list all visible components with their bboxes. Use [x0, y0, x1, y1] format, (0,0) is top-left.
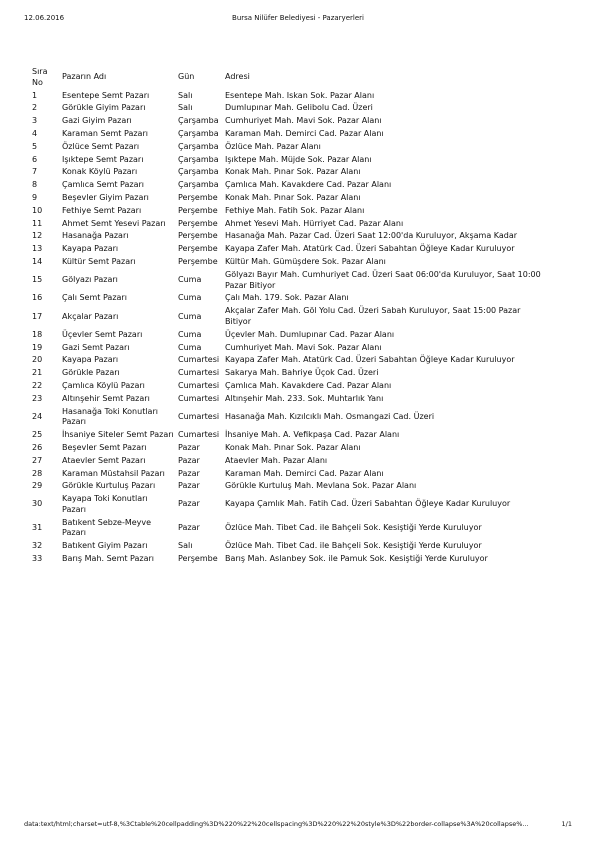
column-header-address: Adresi: [225, 72, 250, 82]
print-header: [24, 14, 572, 24]
cell-address: Üçevler Mah. Dumlupınar Cad. Pazar Alanı: [225, 329, 395, 339]
table-row: [30, 292, 550, 305]
cell-address: Konak Mah. Pınar Sok. Pazar Alanı: [225, 192, 361, 202]
table-row: [30, 256, 550, 269]
market-table: [30, 66, 550, 566]
cell-market-name: Beşevler Semt Pazarı: [62, 442, 147, 452]
table-row: [30, 455, 550, 468]
cell-no: 5: [32, 141, 38, 151]
cell-market-name: Çamlıca Köylü Pazarı: [62, 380, 145, 390]
column-header-day: Gün: [178, 72, 195, 82]
cell-address: Hasanağa Mah. Kızılcıklı Mah. Osmangazi Cad. Üzeri: [225, 411, 435, 421]
cell-market-name: Esentepe Semt Pazarı: [62, 90, 150, 100]
cell-no: 10: [32, 205, 43, 215]
cell-market-name: Kayapa Toki Konutları Pazarı: [62, 494, 148, 514]
cell-day: Pazar: [178, 499, 200, 509]
cell-address: Konak Mah. Pınar Sok. Pazar Alanı: [225, 167, 361, 177]
cell-no: 12: [32, 231, 43, 241]
cell-address: Özlüce Mah. Pazar Alanı: [225, 141, 321, 151]
cell-day: Perşembe: [178, 192, 218, 202]
table-row: [30, 128, 550, 141]
cell-market-name: Gazi Semt Pazarı: [62, 342, 130, 352]
table-row: [30, 367, 550, 380]
table-row: [30, 540, 550, 553]
source-url: data:text/html;charset=utf-8,%3Ctable%20cellpadding%3D%220%22%20cellspacing%3D%220%22%20style%3D%22border-collapse%3A%20collapse%...: [24, 820, 529, 828]
cell-day: Perşembe: [178, 231, 218, 241]
cell-market-name: Işıktepe Semt Pazarı: [62, 154, 144, 164]
cell-market-name: Özlüce Semt Pazarı: [62, 141, 140, 151]
cell-no: 2: [32, 103, 38, 113]
cell-no: 7: [32, 167, 38, 177]
column-header-name: Pazarın Adı: [62, 72, 107, 82]
table-row: [30, 115, 550, 128]
table-row: [30, 406, 550, 430]
cell-address: İhsaniye Mah. A. Vefikpaşa Cad. Pazar Alanı: [225, 430, 400, 440]
cell-address: Kayapa Zafer Mah. Atatürk Cad. Üzeri Sabahtan Öğleye Kadar Kuruluyor: [225, 244, 515, 254]
cell-address: Dumlupınar Mah. Gelibolu Cad. Üzeri: [225, 103, 373, 113]
table-row: [30, 329, 550, 342]
cell-address: Çalı Mah. 179. Sok. Pazar Alanı: [225, 293, 349, 303]
cell-market-name: Barış Mah. Semt Pazarı: [62, 554, 155, 564]
cell-address: Hasanağa Mah. Pazar Cad. Üzeri Saat 12:00'da Kuruluyor, Akşama Kadar: [225, 231, 518, 241]
cell-market-name: Karaman Semt Pazarı: [62, 128, 148, 138]
cell-day: Çarşamba: [178, 116, 219, 126]
cell-no: 26: [32, 442, 43, 452]
table-row: [30, 393, 550, 406]
cell-day: Pazar: [178, 455, 200, 465]
table-row: [30, 230, 550, 243]
table-row: [30, 305, 550, 329]
cell-address: Görükle Kurtuluş Mah. Mevlana Sok. Pazar Alanı: [225, 481, 417, 491]
cell-market-name: Ahmet Semt Yesevi Pazarı: [62, 218, 166, 228]
table-row: [30, 205, 550, 218]
table-row: [30, 269, 550, 293]
page-title: Bursa Nilüfer Belediyesi - Pazaryerleri: [232, 14, 364, 22]
cell-address: Gölyazı Bayır Mah. Cumhuriyet Cad. Üzeri Saat 06:00'da Kuruluyor, Saat 10:00 Pazar Bitiyor: [225, 269, 541, 290]
table-row: [30, 468, 550, 481]
cell-address: Akçalar Zafer Mah. Göl Yolu Cad. Üzeri Sabah Kuruluyor, Saat 15:00 Pazar Bitiyor: [225, 306, 521, 326]
table-row: [30, 166, 550, 179]
cell-day: Cuma: [178, 311, 202, 321]
cell-market-name: Üçevler Semt Pazarı: [62, 329, 143, 339]
cell-address: Kültür Mah. Gümüşdere Sok. Pazar Alanı: [225, 256, 386, 266]
cell-no: 24: [32, 411, 43, 421]
table-body: [30, 90, 550, 566]
cell-day: Cumartesi: [178, 393, 220, 403]
cell-day: Cumartesi: [178, 368, 220, 378]
cell-day: Cuma: [178, 342, 202, 352]
table-header-row: [30, 66, 550, 90]
cell-no: 17: [32, 311, 43, 321]
cell-address: Kayapa Zafer Mah. Atatürk Cad. Üzeri Sabahtan Öğleye Kadar Kuruluyor: [225, 355, 515, 365]
cell-no: 14: [32, 256, 43, 266]
cell-no: 18: [32, 329, 43, 339]
table-row: [30, 179, 550, 192]
table-row: [30, 192, 550, 205]
cell-day: Salı: [178, 90, 193, 100]
cell-day: Perşembe: [178, 205, 218, 215]
cell-market-name: Konak Köylü Pazarı: [62, 167, 138, 177]
cell-no: 15: [32, 275, 43, 285]
cell-day: Perşembe: [178, 256, 218, 266]
cell-market-name: Akçalar Pazarı: [62, 311, 119, 321]
cell-day: Cumartesi: [178, 430, 220, 440]
cell-day: Pazar: [178, 523, 200, 533]
cell-address: Özlüce Mah. Tibet Cad. ile Bahçeli Sok. Kesiştiği Yerde Kuruluyor: [225, 523, 482, 533]
cell-no: 31: [32, 523, 43, 533]
cell-no: 32: [32, 541, 43, 551]
cell-no: 19: [32, 342, 43, 352]
cell-market-name: Görükle Kurtuluş Pazarı: [62, 481, 156, 491]
cell-market-name: İhsaniye Siteler Semt Pazarı: [62, 430, 174, 440]
cell-no: 30: [32, 499, 43, 509]
cell-no: 27: [32, 455, 43, 465]
cell-address: Ahmet Yesevi Mah. Hürriyet Cad. Pazar Alanı: [225, 218, 404, 228]
cell-day: Çarşamba: [178, 180, 219, 190]
table-row: [30, 243, 550, 256]
cell-no: 28: [32, 468, 43, 478]
cell-market-name: Görükle Giyim Pazarı: [62, 103, 146, 113]
cell-day: Cumartesi: [178, 380, 220, 390]
cell-market-name: Gölyazı Pazarı: [62, 275, 118, 285]
cell-market-name: Çamlıca Semt Pazarı: [62, 180, 145, 190]
cell-day: Perşembe: [178, 244, 218, 254]
cell-market-name: Batıkent Sebze-Meyve Pazarı: [62, 517, 152, 538]
table-row: [30, 218, 550, 231]
table-row: [30, 553, 550, 566]
cell-no: 1: [32, 90, 38, 100]
cell-address: Çamlıca Mah. Kavakdere Cad. Pazar Alanı: [225, 180, 392, 190]
cell-no: 9: [32, 192, 38, 202]
cell-address: Esentepe Mah. Iskan Sok. Pazar Alanı: [225, 90, 375, 100]
cell-address: Kayapa Çamlık Mah. Fatih Cad. Üzeri Sabahtan Öğleye Kadar Kuruluyor: [225, 499, 511, 509]
cell-market-name: Kayapa Pazarı: [62, 355, 119, 365]
cell-no: 4: [32, 128, 38, 138]
cell-address: Karaman Mah. Demirci Cad. Pazar Alanı: [225, 128, 384, 138]
cell-no: 3: [32, 116, 38, 126]
cell-day: Çarşamba: [178, 167, 219, 177]
cell-address: Altınşehir Mah. 233. Sok. Muhtarlık Yanı: [225, 393, 384, 403]
cell-market-name: Hasanağa Toki Konutları Pazarı: [62, 406, 158, 427]
cell-address: Sakarya Mah. Bahriye Üçok Cad. Üzeri: [225, 368, 379, 378]
cell-no: 11: [32, 218, 43, 228]
cell-no: 8: [32, 180, 38, 190]
cell-market-name: Çalı Semt Pazarı: [62, 293, 127, 303]
column-header-no: Sıra No: [32, 67, 48, 87]
cell-no: 16: [32, 293, 43, 303]
cell-no: 29: [32, 481, 43, 491]
cell-market-name: Fethiye Semt Pazarı: [62, 205, 142, 215]
table-row: [30, 141, 550, 154]
cell-day: Cumartesi: [178, 411, 220, 421]
cell-day: Cumartesi: [178, 355, 220, 365]
cell-day: Pazar: [178, 481, 200, 491]
cell-no: 33: [32, 554, 43, 564]
cell-no: 6: [32, 154, 38, 164]
table-row: [30, 342, 550, 355]
cell-address: Çamlıca Mah. Kavakdere Cad. Pazar Alanı: [225, 380, 392, 390]
cell-market-name: Görükle Pazarı: [62, 368, 120, 378]
cell-day: Cuma: [178, 275, 202, 285]
table-row: [30, 517, 550, 541]
cell-day: Perşembe: [178, 218, 218, 228]
cell-day: Çarşamba: [178, 154, 219, 164]
cell-no: 13: [32, 244, 43, 254]
cell-market-name: Gazi Giyim Pazarı: [62, 116, 132, 126]
table-row: [30, 442, 550, 455]
cell-day: Çarşamba: [178, 128, 219, 138]
cell-address: Işıktepe Mah. Müjde Sok. Pazar Alanı: [225, 154, 372, 164]
cell-day: Salı: [178, 541, 193, 551]
cell-day: Cuma: [178, 329, 202, 339]
cell-market-name: Hasanağa Pazarı: [62, 231, 129, 241]
cell-address: Özlüce Mah. Tibet Cad. ile Bahçeli Sok. Kesiştiği Yerde Kuruluyor: [225, 541, 482, 551]
table-row: [30, 90, 550, 103]
print-date: 12.06.2016: [24, 14, 65, 22]
cell-market-name: Kültür Semt Pazarı: [62, 256, 136, 266]
print-footer: [24, 820, 572, 830]
cell-no: 21: [32, 368, 43, 378]
page-number: 1/1: [561, 820, 572, 828]
cell-market-name: Batıkent Giyim Pazarı: [62, 541, 148, 551]
cell-address: Cumhuriyet Mah. Mavi Sok. Pazar Alanı: [225, 116, 382, 126]
table-row: [30, 429, 550, 442]
cell-address: Karaman Mah. Demirci Cad. Pazar Alanı: [225, 468, 384, 478]
table-row: [30, 493, 550, 517]
table-row: [30, 154, 550, 167]
table-row: [30, 354, 550, 367]
cell-market-name: Altınşehir Semt Pazarı: [62, 393, 150, 403]
table-row: [30, 480, 550, 493]
cell-market-name: Ataevler Semt Pazarı: [62, 455, 146, 465]
cell-no: 25: [32, 430, 43, 440]
table-row: [30, 380, 550, 393]
cell-no: 22: [32, 380, 43, 390]
cell-address: Barış Mah. Aslanbey Sok. ile Pamuk Sok. Kesiştiği Yerde Kuruluyor: [225, 554, 488, 564]
cell-no: 20: [32, 355, 43, 365]
cell-market-name: Karaman Müstahsil Pazarı: [62, 468, 165, 478]
cell-day: Çarşamba: [178, 141, 219, 151]
cell-day: Perşembe: [178, 554, 218, 564]
cell-day: Pazar: [178, 468, 200, 478]
cell-address: Cumhuriyet Mah. Mavi Sok. Pazar Alanı: [225, 342, 382, 352]
cell-day: Cuma: [178, 293, 202, 303]
cell-day: Salı: [178, 103, 193, 113]
cell-day: Pazar: [178, 442, 200, 452]
cell-market-name: Kayapa Pazarı: [62, 244, 119, 254]
cell-market-name: Beşevler Giyim Pazarı: [62, 192, 149, 202]
cell-no: 23: [32, 393, 43, 403]
cell-address: Konak Mah. Pınar Sok. Pazar Alanı: [225, 442, 361, 452]
cell-address: Fethiye Mah. Fatih Sok. Pazar Alanı: [225, 205, 365, 215]
table-row: [30, 102, 550, 115]
cell-address: Ataevler Mah. Pazar Alanı: [225, 455, 328, 465]
